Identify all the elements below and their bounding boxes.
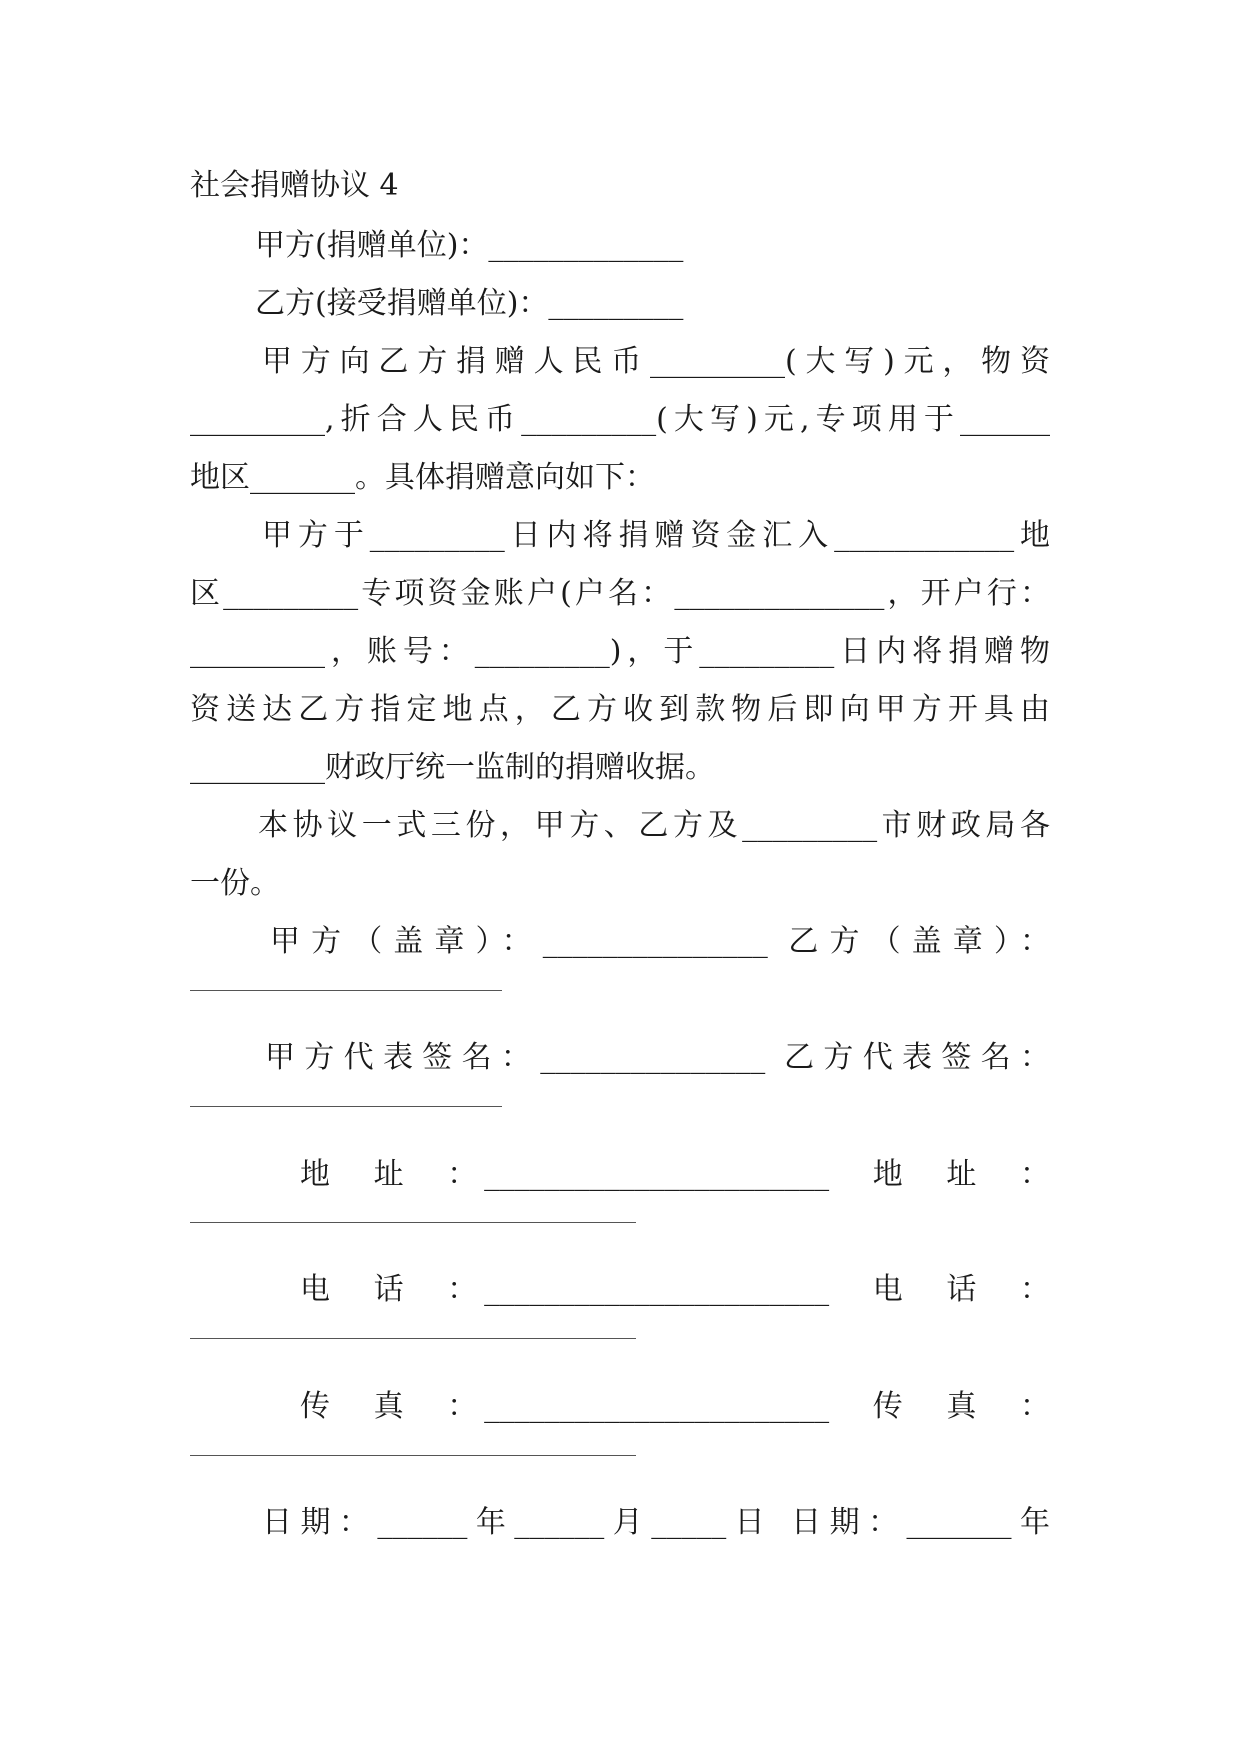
- date-line: 日期：______年______月_____日 日期：_______年: [262, 1505, 1050, 1540]
- copies-paragraph-line-1: 本协议一式三份，甲方、乙方及_________市财政局各: [258, 808, 1050, 843]
- party-b-seal-blank: [190, 990, 502, 991]
- donation-paragraph-line-3: 地区_______。具体捐赠意向如下：: [190, 460, 655, 495]
- transfer-paragraph-line-5: _________财政厅统一监制的捐赠收据。: [190, 750, 715, 785]
- transfer-paragraph-line-2: 区_________专项资金账户(户名：______________，开户行：: [190, 576, 1050, 611]
- party-b-address-blank: [190, 1222, 636, 1223]
- donation-paragraph-line-2: _________,折合人民币_________(大写)元,专项用于______: [190, 402, 1050, 437]
- transfer-paragraph-line-4: 资送达乙方指定地点，乙方收到款物后即向甲方开具由: [190, 692, 1050, 727]
- party-b-recipient-line: 乙方(接受捐赠单位)：_________: [255, 286, 684, 321]
- donation-paragraph-line-1: 甲方向乙方捐赠人民币_________(大写)元，物资: [262, 344, 1050, 379]
- transfer-paragraph-line-1: 甲方于_________日内将捐赠资金汇入____________地: [262, 518, 1050, 553]
- document-title: 社会捐赠协议 4: [190, 168, 399, 203]
- copies-paragraph-line-2: 一份。: [190, 866, 280, 901]
- party-a-donor-line: 甲方(捐赠单位)：_____________: [255, 228, 684, 263]
- representative-signature-line: 甲方代表签名：_______________ 乙方代表签名：: [265, 1040, 1050, 1075]
- seal-line: 甲方（盖章）：_______________ 乙方（盖章）：: [270, 924, 1050, 959]
- party-b-phone-blank: [190, 1338, 636, 1339]
- party-b-signature-blank: [190, 1106, 502, 1107]
- address-line: 地 址 ：_______________________ 地 址 ：: [300, 1157, 1050, 1192]
- phone-line: 电 话 ：_______________________ 电 话 ：: [300, 1272, 1050, 1307]
- party-b-fax-blank: [190, 1455, 636, 1456]
- fax-line: 传 真 ：_______________________ 传 真 ：: [300, 1389, 1050, 1424]
- transfer-paragraph-line-3: _________，账号：_________)，于_________日内将捐赠物: [190, 634, 1050, 669]
